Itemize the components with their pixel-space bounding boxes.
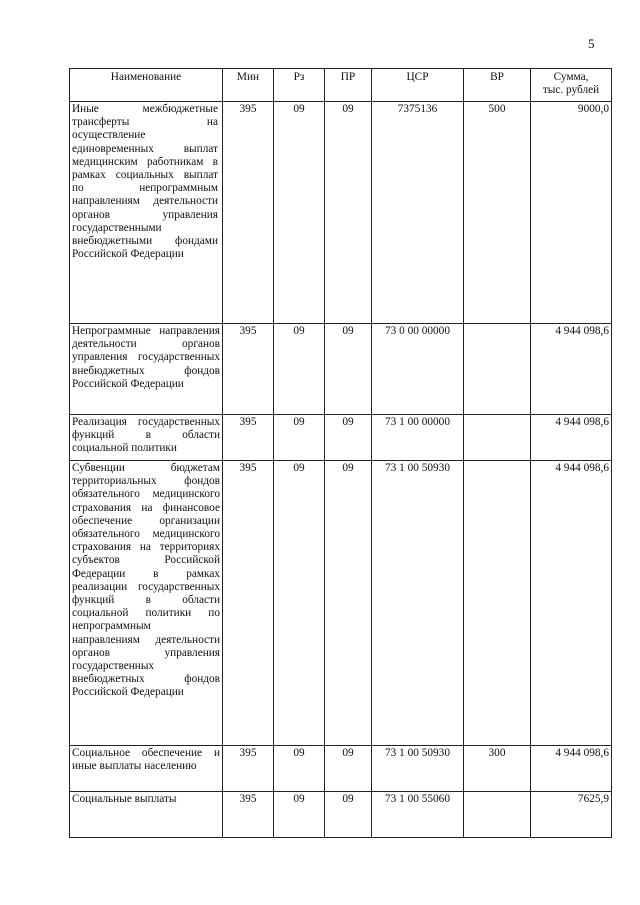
cell-min: 395: [223, 461, 274, 746]
cell-pr: 09: [325, 792, 372, 838]
header-rz: Рз: [274, 69, 325, 102]
cell-vr: [464, 415, 531, 461]
table-row: [70, 746, 612, 792]
header-csr: ЦСР: [372, 69, 464, 102]
header-min: Мин: [223, 69, 274, 102]
table-header-row: [70, 69, 612, 102]
page-number: 5: [588, 36, 595, 51]
cell-sum: 4 944 098,6: [531, 415, 612, 461]
cell-csr: 73 0 00 00000: [372, 324, 464, 415]
table-row: [70, 415, 612, 461]
cell-name: Иные межбюджетные трансферты на осуществление единовременных выплат медицинским работникам в рамках социальных выплат по непрограммным направлениям деятельности органов управления государственными внебюджетными фондами Российской Федерации: [70, 102, 223, 324]
cell-sum: 7625,9: [531, 792, 612, 838]
cell-vr: [464, 461, 531, 746]
table-row: [70, 324, 612, 415]
cell-vr: 300: [464, 746, 531, 792]
cell-csr: 7375136: [372, 102, 464, 324]
cell-pr: 09: [325, 461, 372, 746]
cell-rz: 09: [274, 792, 325, 838]
cell-sum: 4 944 098,6: [531, 461, 612, 746]
cell-vr: [464, 324, 531, 415]
cell-csr: 73 1 00 55060: [372, 792, 464, 838]
cell-rz: 09: [274, 746, 325, 792]
cell-sum: 9000,0: [531, 102, 612, 324]
header-pr: ПР: [325, 69, 372, 102]
cell-min: 395: [223, 102, 274, 324]
cell-min: 395: [223, 324, 274, 415]
cell-vr: [464, 792, 531, 838]
budget-table: [69, 68, 612, 838]
cell-name: Реализация государственных функций в области социальной политики: [70, 415, 223, 461]
cell-name: Непрограммные направления деятельности органов управления государственных внебюджетных фондов Российской Федерации: [70, 324, 223, 415]
header-name: Наименование: [70, 69, 223, 102]
header-sum: Сумма, тыс. рублей: [531, 69, 612, 102]
cell-rz: 09: [274, 415, 325, 461]
cell-min: 395: [223, 792, 274, 838]
cell-name: Социальные выплаты: [70, 792, 223, 838]
cell-name: Субвенции бюджетам территориальных фондов обязательного медицинского страхования на финансовое обеспечение организации обязательного медицинского страхования на территориях субъектов Российской Федерации в рамках реализации государственных функций в области социальной политики по непрограммным направлениям деятельности органов управления государственных внебюджетных фондов Российской Федерации: [70, 461, 223, 746]
cell-csr: 73 1 00 50930: [372, 461, 464, 746]
cell-sum: 4 944 098,6: [531, 746, 612, 792]
cell-vr: 500: [464, 102, 531, 324]
table-row: [70, 461, 612, 746]
cell-pr: 09: [325, 746, 372, 792]
cell-rz: 09: [274, 324, 325, 415]
cell-csr: 73 1 00 50930: [372, 746, 464, 792]
cell-csr: 73 1 00 00000: [372, 415, 464, 461]
cell-pr: 09: [325, 324, 372, 415]
cell-rz: 09: [274, 102, 325, 324]
cell-name: Социальное обеспечение и иные выплаты населению: [70, 746, 223, 792]
cell-min: 395: [223, 746, 274, 792]
table-row: [70, 792, 612, 838]
cell-sum: 4 944 098,6: [531, 324, 612, 415]
cell-rz: 09: [274, 461, 325, 746]
table-row: [70, 102, 612, 324]
cell-pr: 09: [325, 102, 372, 324]
cell-min: 395: [223, 415, 274, 461]
header-vr: ВР: [464, 69, 531, 102]
cell-pr: 09: [325, 415, 372, 461]
